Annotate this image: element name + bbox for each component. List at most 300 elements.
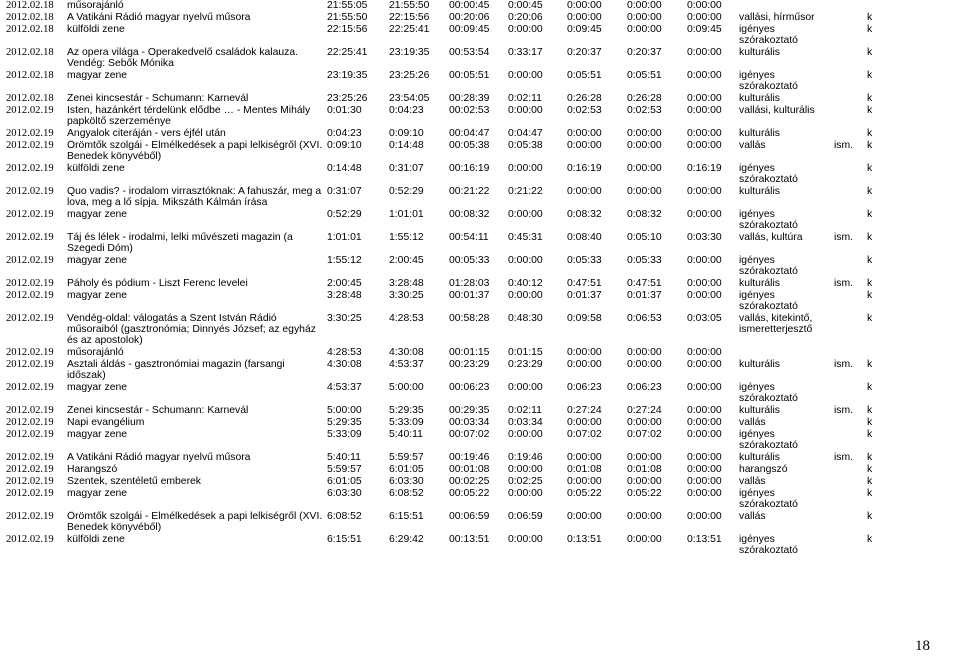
table-row [6, 476, 892, 488]
time-column-a-cell: 0:00:00 [508, 24, 567, 47]
time-column-a-cell: 0:00:00 [508, 255, 567, 278]
duration-cell: 00:05:33 [449, 255, 508, 278]
category-cell: igényes szórakoztató [739, 255, 834, 278]
time-column-a-cell: 0:00:00 [508, 382, 567, 405]
time-column-b-cell: 0:47:51 [567, 278, 627, 290]
end-time-cell: 5:59:57 [389, 452, 449, 464]
end-time-cell: 6:01:05 [389, 464, 449, 476]
table-row [6, 488, 892, 511]
time-column-d-cell: 0:00:00 [687, 488, 739, 511]
time-column-d-cell: 0:00:00 [687, 290, 739, 313]
repeat-flag-cell [834, 47, 867, 70]
k-flag-cell: k [867, 464, 892, 476]
table-row [6, 405, 892, 417]
time-column-c-cell: 0:00:00 [627, 359, 687, 382]
time-column-c-cell: 0:47:51 [627, 278, 687, 290]
duration-cell: 00:20:06 [449, 12, 508, 24]
time-column-b-cell: 0:09:45 [567, 24, 627, 47]
repeat-flag-cell [834, 464, 867, 476]
time-column-b-cell: 0:13:51 [567, 534, 627, 557]
page-number: 18 [915, 638, 930, 654]
time-column-b-cell: 0:00:00 [567, 452, 627, 464]
program-title-cell: Asztali áldás - gasztronómiai magazin (farsangi időszak) [67, 359, 327, 382]
time-column-d-cell: 0:00:00 [687, 476, 739, 488]
time-column-d-cell: 0:00:00 [687, 255, 739, 278]
k-flag-cell: k [867, 290, 892, 313]
time-column-c-cell: 0:27:24 [627, 405, 687, 417]
time-column-d-cell: 0:00:00 [687, 511, 739, 534]
time-column-a-cell: 0:00:00 [508, 429, 567, 452]
program-title-cell: magyar zene [67, 209, 327, 232]
time-column-a-cell: 0:19:46 [508, 452, 567, 464]
program-title-cell: Napi evangélium [67, 417, 327, 429]
end-time-cell: 0:04:23 [389, 105, 449, 128]
category-cell: igényes szórakoztató [739, 24, 834, 47]
time-column-b-cell: 0:01:37 [567, 290, 627, 313]
category-cell: igényes szórakoztató [739, 382, 834, 405]
table-row [6, 128, 892, 140]
program-title-cell: külföldi zene [67, 163, 327, 186]
time-column-b-cell: 0:00:00 [567, 186, 627, 209]
category-cell: kulturális [739, 128, 834, 140]
program-title-cell: magyar zene [67, 382, 327, 405]
time-column-a-cell: 0:33:17 [508, 47, 567, 70]
repeat-flag-cell [834, 186, 867, 209]
date-cell: 2012.02.19 [6, 209, 67, 232]
category-cell: kulturális [739, 47, 834, 70]
program-title-cell: Harangszó [67, 464, 327, 476]
program-title-cell: külföldi zene [67, 534, 327, 557]
table-row [6, 93, 892, 105]
category-cell: kulturális [739, 452, 834, 464]
end-time-cell: 6:15:51 [389, 511, 449, 534]
end-time-cell: 1:55:12 [389, 232, 449, 255]
table-row [6, 452, 892, 464]
time-column-c-cell: 0:00:00 [627, 511, 687, 534]
duration-cell: 00:02:25 [449, 476, 508, 488]
repeat-flag-cell: ism. [834, 405, 867, 417]
end-time-cell: 5:40:11 [389, 429, 449, 452]
end-time-cell: 23:19:35 [389, 47, 449, 70]
program-title-cell: műsorajánló [67, 347, 327, 359]
time-column-b-cell: 0:16:19 [567, 163, 627, 186]
time-column-c-cell: 0:00:00 [627, 417, 687, 429]
time-column-b-cell: 0:00:00 [567, 359, 627, 382]
duration-cell: 00:09:45 [449, 24, 508, 47]
time-column-a-cell: 0:00:45 [508, 0, 567, 12]
date-cell: 2012.02.19 [6, 534, 67, 557]
time-column-c-cell: 0:00:00 [627, 24, 687, 47]
time-column-d-cell: 0:00:00 [687, 278, 739, 290]
repeat-flag-cell [834, 128, 867, 140]
end-time-cell: 3:28:48 [389, 278, 449, 290]
time-column-d-cell: 0:00:00 [687, 0, 739, 12]
program-title-cell: Angyalok citeráján - vers éjfél után [67, 128, 327, 140]
time-column-b-cell: 0:00:00 [567, 140, 627, 163]
time-column-d-cell: 0:13:51 [687, 534, 739, 557]
program-title-cell: műsorajánló [67, 0, 327, 12]
k-flag-cell: k [867, 12, 892, 24]
k-flag-cell: k [867, 209, 892, 232]
end-time-cell: 21:55:50 [389, 0, 449, 12]
time-column-d-cell: 0:00:00 [687, 140, 739, 163]
start-time-cell: 22:25:41 [327, 47, 389, 70]
time-column-a-cell: 0:00:00 [508, 488, 567, 511]
duration-cell: 00:06:59 [449, 511, 508, 534]
program-title-cell: Zenei kincsestár - Schumann: Karnevál [67, 93, 327, 105]
table-row [6, 255, 892, 278]
start-time-cell: 5:33:09 [327, 429, 389, 452]
time-column-c-cell: 0:00:00 [627, 347, 687, 359]
category-cell: vallási, hírműsor [739, 12, 834, 24]
end-time-cell: 5:29:35 [389, 405, 449, 417]
program-title-cell: A Vatikáni Rádió magyar nyelvű műsora [67, 12, 327, 24]
start-time-cell: 0:09:10 [327, 140, 389, 163]
time-column-c-cell: 0:06:23 [627, 382, 687, 405]
repeat-flag-cell [834, 429, 867, 452]
time-column-b-cell: 0:07:02 [567, 429, 627, 452]
program-title-cell: Örömtők szolgái - Elmélkedések a papi lelkiségről (XVI. Benedek könyvéből) [67, 511, 327, 534]
date-cell: 2012.02.19 [6, 347, 67, 359]
table-row [6, 534, 892, 557]
end-time-cell: 0:31:07 [389, 163, 449, 186]
time-column-d-cell: 0:00:00 [687, 382, 739, 405]
time-column-c-cell: 0:05:51 [627, 70, 687, 93]
table-row [6, 140, 892, 163]
program-title-cell: Isten, hazánkért térdelünk elődbe … - Mentes Mihály papköltő szerzeménye [67, 105, 327, 128]
table-row [6, 382, 892, 405]
date-cell: 2012.02.19 [6, 452, 67, 464]
time-column-a-cell: 0:00:00 [508, 464, 567, 476]
program-title-cell: Szentek, szentéletű emberek [67, 476, 327, 488]
time-column-c-cell: 0:01:37 [627, 290, 687, 313]
duration-cell: 00:04:47 [449, 128, 508, 140]
end-time-cell: 2:00:45 [389, 255, 449, 278]
program-title-cell: A Vatikáni Rádió magyar nyelvű műsora [67, 452, 327, 464]
duration-cell: 00:00:45 [449, 0, 508, 12]
duration-cell: 00:13:51 [449, 534, 508, 557]
k-flag-cell: k [867, 452, 892, 464]
repeat-flag-cell [834, 476, 867, 488]
date-cell: 2012.02.19 [6, 140, 67, 163]
date-cell: 2012.02.18 [6, 12, 67, 24]
table-row [6, 209, 892, 232]
time-column-b-cell: 0:00:00 [567, 128, 627, 140]
duration-cell: 00:02:53 [449, 105, 508, 128]
k-flag-cell: k [867, 24, 892, 47]
repeat-flag-cell: ism. [834, 232, 867, 255]
time-column-c-cell: 0:06:53 [627, 313, 687, 347]
time-column-b-cell: 0:00:00 [567, 476, 627, 488]
time-column-c-cell: 0:00:00 [627, 186, 687, 209]
k-flag-cell: k [867, 313, 892, 347]
start-time-cell: 23:25:26 [327, 93, 389, 105]
time-column-c-cell: 0:00:00 [627, 128, 687, 140]
k-flag-cell: k [867, 476, 892, 488]
repeat-flag-cell [834, 511, 867, 534]
date-cell: 2012.02.18 [6, 47, 67, 70]
time-column-a-cell: 0:00:00 [508, 163, 567, 186]
start-time-cell: 0:31:07 [327, 186, 389, 209]
start-time-cell: 4:53:37 [327, 382, 389, 405]
k-flag-cell: k [867, 163, 892, 186]
k-flag-cell: k [867, 429, 892, 452]
category-cell: kulturális [739, 405, 834, 417]
start-time-cell: 6:15:51 [327, 534, 389, 557]
end-time-cell: 23:25:26 [389, 70, 449, 93]
time-column-b-cell: 0:00:00 [567, 0, 627, 12]
time-column-c-cell: 0:08:32 [627, 209, 687, 232]
start-time-cell: 21:55:50 [327, 12, 389, 24]
repeat-flag-cell [834, 105, 867, 128]
time-column-a-cell: 0:00:00 [508, 290, 567, 313]
k-flag-cell: k [867, 70, 892, 93]
date-cell: 2012.02.19 [6, 290, 67, 313]
date-cell: 2012.02.19 [6, 163, 67, 186]
end-time-cell: 3:30:25 [389, 290, 449, 313]
start-time-cell: 23:19:35 [327, 70, 389, 93]
end-time-cell: 5:00:00 [389, 382, 449, 405]
time-column-c-cell: 0:00:00 [627, 476, 687, 488]
time-column-c-cell: 0:00:00 [627, 534, 687, 557]
time-column-d-cell: 0:00:00 [687, 359, 739, 382]
time-column-d-cell: 0:00:00 [687, 405, 739, 417]
end-time-cell: 0:52:29 [389, 186, 449, 209]
date-cell: 2012.02.19 [6, 476, 67, 488]
table-row [6, 12, 892, 24]
duration-cell: 00:29:35 [449, 405, 508, 417]
time-column-c-cell: 0:05:33 [627, 255, 687, 278]
end-time-cell: 6:08:52 [389, 488, 449, 511]
repeat-flag-cell [834, 163, 867, 186]
repeat-flag-cell [834, 255, 867, 278]
time-column-c-cell: 0:05:22 [627, 488, 687, 511]
start-time-cell: 4:28:53 [327, 347, 389, 359]
start-time-cell: 5:40:11 [327, 452, 389, 464]
duration-cell: 00:01:37 [449, 290, 508, 313]
duration-cell: 00:58:28 [449, 313, 508, 347]
time-column-d-cell: 0:00:00 [687, 417, 739, 429]
time-column-d-cell: 0:16:19 [687, 163, 739, 186]
end-time-cell: 0:09:10 [389, 128, 449, 140]
date-cell: 2012.02.19 [6, 429, 67, 452]
time-column-b-cell: 0:06:23 [567, 382, 627, 405]
time-column-d-cell: 0:03:30 [687, 232, 739, 255]
duration-cell: 00:21:22 [449, 186, 508, 209]
time-column-a-cell: 0:00:00 [508, 209, 567, 232]
time-column-d-cell: 0:00:00 [687, 128, 739, 140]
k-flag-cell: k [867, 140, 892, 163]
category-cell: vallás, kitekintő, ismeretterjesztő [739, 313, 834, 347]
time-column-d-cell: 0:00:00 [687, 209, 739, 232]
repeat-flag-cell [834, 488, 867, 511]
duration-cell: 00:19:46 [449, 452, 508, 464]
program-title-cell: Vendég-oldal: válogatás a Szent István Rádió műsoraiból (gasztronómia; Dinnyés József; az egyház és az apostolok) [67, 313, 327, 347]
table-row [6, 70, 892, 93]
time-column-b-cell: 0:08:32 [567, 209, 627, 232]
k-flag-cell: k [867, 359, 892, 382]
program-title-cell: magyar zene [67, 488, 327, 511]
end-time-cell: 6:29:42 [389, 534, 449, 557]
table-row [6, 290, 892, 313]
repeat-flag-cell [834, 313, 867, 347]
category-cell: vallási, kulturális [739, 105, 834, 128]
table-row [6, 347, 892, 359]
time-column-b-cell: 0:00:00 [567, 511, 627, 534]
k-flag-cell [867, 347, 892, 359]
repeat-flag-cell: ism. [834, 452, 867, 464]
end-time-cell: 23:54:05 [389, 93, 449, 105]
time-column-d-cell: 0:03:05 [687, 313, 739, 347]
table-row [6, 47, 892, 70]
k-flag-cell: k [867, 232, 892, 255]
end-time-cell: 22:15:56 [389, 12, 449, 24]
date-cell: 2012.02.19 [6, 313, 67, 347]
program-title-cell: Táj és lélek - irodalmi, lelki művészeti magazin (a Szegedi Dóm) [67, 232, 327, 255]
table-row [6, 163, 892, 186]
duration-cell: 00:07:02 [449, 429, 508, 452]
time-column-b-cell: 0:05:33 [567, 255, 627, 278]
program-title-cell: magyar zene [67, 255, 327, 278]
repeat-flag-cell [834, 534, 867, 557]
time-column-b-cell: 0:02:53 [567, 105, 627, 128]
time-column-c-cell: 0:00:00 [627, 12, 687, 24]
time-column-a-cell: 0:02:25 [508, 476, 567, 488]
time-column-c-cell: 0:00:00 [627, 0, 687, 12]
category-cell: igényes szórakoztató [739, 70, 834, 93]
duration-cell: 00:05:22 [449, 488, 508, 511]
category-cell: kulturális [739, 278, 834, 290]
k-flag-cell: k [867, 382, 892, 405]
repeat-flag-cell [834, 70, 867, 93]
start-time-cell: 0:04:23 [327, 128, 389, 140]
time-column-c-cell: 0:02:53 [627, 105, 687, 128]
start-time-cell: 0:52:29 [327, 209, 389, 232]
category-cell: harangszó [739, 464, 834, 476]
date-cell: 2012.02.19 [6, 105, 67, 128]
duration-cell: 00:01:15 [449, 347, 508, 359]
repeat-flag-cell: ism. [834, 140, 867, 163]
time-column-d-cell: 0:00:00 [687, 347, 739, 359]
time-column-d-cell: 0:00:00 [687, 47, 739, 70]
time-column-a-cell: 0:40:12 [508, 278, 567, 290]
k-flag-cell: k [867, 186, 892, 209]
start-time-cell: 5:29:35 [327, 417, 389, 429]
start-time-cell: 5:00:00 [327, 405, 389, 417]
repeat-flag-cell [834, 290, 867, 313]
start-time-cell: 21:55:05 [327, 0, 389, 12]
duration-cell: 00:05:38 [449, 140, 508, 163]
duration-cell: 00:08:32 [449, 209, 508, 232]
time-column-a-cell: 0:06:59 [508, 511, 567, 534]
duration-cell: 00:23:29 [449, 359, 508, 382]
table-row [6, 417, 892, 429]
duration-cell: 00:06:23 [449, 382, 508, 405]
time-column-a-cell: 0:02:11 [508, 405, 567, 417]
category-cell: kulturális [739, 359, 834, 382]
repeat-flag-cell [834, 417, 867, 429]
time-column-c-cell: 0:00:00 [627, 163, 687, 186]
start-time-cell: 2:00:45 [327, 278, 389, 290]
k-flag-cell: k [867, 488, 892, 511]
time-column-c-cell: 0:00:00 [627, 452, 687, 464]
table-row [6, 313, 892, 347]
k-flag-cell: k [867, 255, 892, 278]
time-column-a-cell: 0:01:15 [508, 347, 567, 359]
time-column-b-cell: 0:20:37 [567, 47, 627, 70]
repeat-flag-cell: ism. [834, 359, 867, 382]
date-cell: 2012.02.19 [6, 186, 67, 209]
k-flag-cell: k [867, 128, 892, 140]
start-time-cell: 22:15:56 [327, 24, 389, 47]
end-time-cell: 0:14:48 [389, 140, 449, 163]
table-row [6, 232, 892, 255]
time-column-b-cell: 0:00:00 [567, 12, 627, 24]
category-cell: kulturális [739, 93, 834, 105]
category-cell: igényes szórakoztató [739, 429, 834, 452]
time-column-b-cell: 0:01:08 [567, 464, 627, 476]
k-flag-cell: k [867, 417, 892, 429]
time-column-d-cell: 0:00:00 [687, 70, 739, 93]
time-column-a-cell: 0:21:22 [508, 186, 567, 209]
program-title-cell: Örömtők szolgái - Elmélkedések a papi lelkiségről (XVI. Benedek könyvéből) [67, 140, 327, 163]
repeat-flag-cell: ism. [834, 278, 867, 290]
date-cell: 2012.02.19 [6, 488, 67, 511]
table-row [6, 24, 892, 47]
time-column-c-cell: 0:20:37 [627, 47, 687, 70]
time-column-a-cell: 0:23:29 [508, 359, 567, 382]
table-row [6, 511, 892, 534]
k-flag-cell: k [867, 534, 892, 557]
program-title-cell: Az opera világa - Operakedvelő családok kalauza. Vendég: Sebők Mónika [67, 47, 327, 70]
time-column-a-cell: 0:20:06 [508, 12, 567, 24]
end-time-cell: 4:28:53 [389, 313, 449, 347]
category-cell [739, 347, 834, 359]
start-time-cell: 0:14:48 [327, 163, 389, 186]
category-cell: kulturális [739, 186, 834, 209]
repeat-flag-cell [834, 347, 867, 359]
date-cell: 2012.02.18 [6, 70, 67, 93]
start-time-cell: 1:55:12 [327, 255, 389, 278]
time-column-c-cell: 0:05:10 [627, 232, 687, 255]
broadcast-log-table [6, 0, 892, 557]
category-cell: igényes szórakoztató [739, 163, 834, 186]
category-cell [739, 0, 834, 12]
date-cell: 2012.02.19 [6, 278, 67, 290]
table-row [6, 359, 892, 382]
start-time-cell: 0:01:30 [327, 105, 389, 128]
repeat-flag-cell [834, 93, 867, 105]
time-column-b-cell: 0:00:00 [567, 417, 627, 429]
start-time-cell: 6:08:52 [327, 511, 389, 534]
date-cell: 2012.02.19 [6, 405, 67, 417]
start-time-cell: 6:03:30 [327, 488, 389, 511]
time-column-c-cell: 0:07:02 [627, 429, 687, 452]
time-column-d-cell: 0:09:45 [687, 24, 739, 47]
category-cell: igényes szórakoztató [739, 534, 834, 557]
date-cell: 2012.02.19 [6, 417, 67, 429]
k-flag-cell: k [867, 511, 892, 534]
duration-cell: 00:05:51 [449, 70, 508, 93]
end-time-cell: 1:01:01 [389, 209, 449, 232]
end-time-cell: 22:25:41 [389, 24, 449, 47]
time-column-c-cell: 0:00:00 [627, 140, 687, 163]
time-column-d-cell: 0:00:00 [687, 464, 739, 476]
table-row [6, 105, 892, 128]
category-cell: vallás, kultúra [739, 232, 834, 255]
end-time-cell: 4:53:37 [389, 359, 449, 382]
time-column-c-cell: 0:26:28 [627, 93, 687, 105]
